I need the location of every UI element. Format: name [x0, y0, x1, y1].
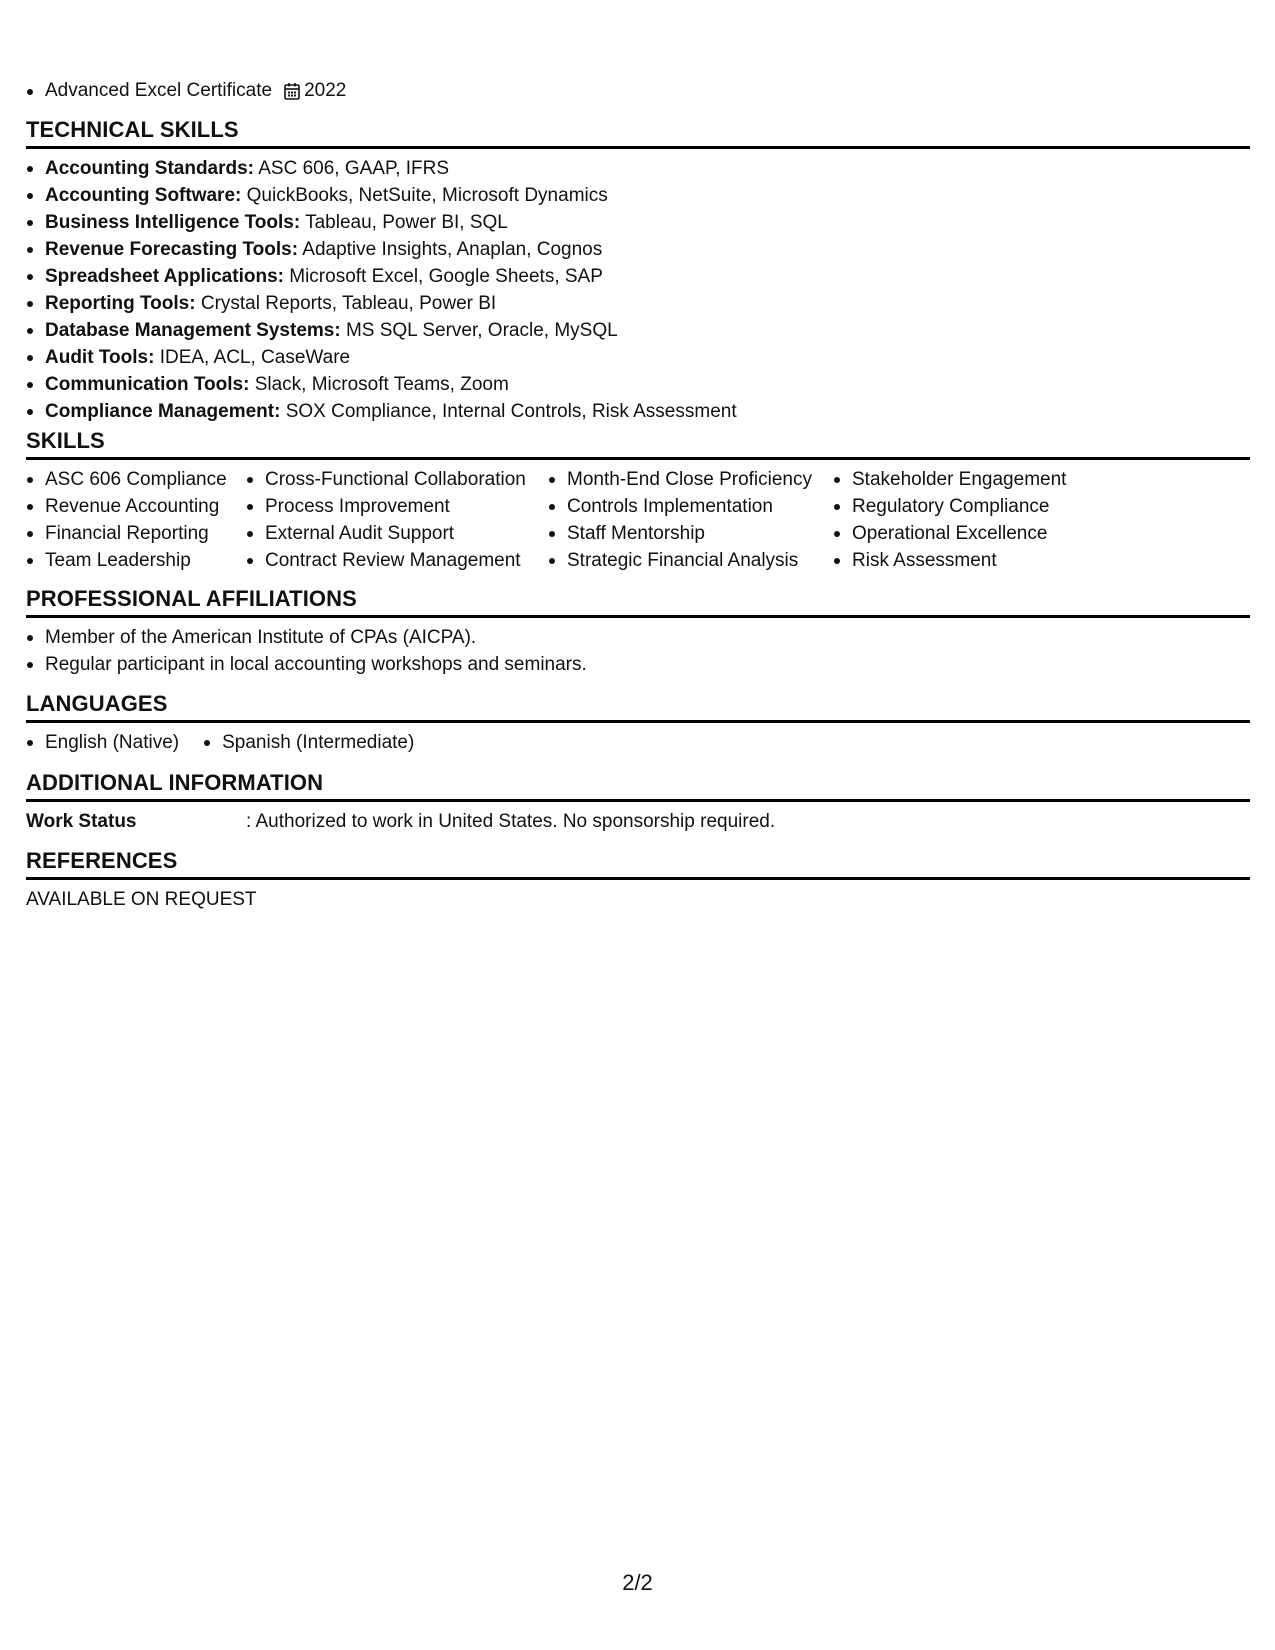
additional-info-section — [26, 769, 1250, 835]
technical-skill-value: Adaptive Insights, Anaplan, Cognos — [302, 239, 603, 260]
technical-skill-label: Revenue Forecasting Tools: — [45, 239, 299, 260]
skill-item: Staff Mentorship — [548, 520, 833, 547]
technical-skill-label: Reporting Tools: — [45, 293, 196, 314]
certificate-item — [26, 78, 346, 104]
technical-skill-item — [26, 236, 1250, 263]
technical-skill-label: Communication Tools: — [45, 374, 250, 395]
skill-item: Cross-Functional Collaboration — [246, 466, 548, 493]
technical-skill-value: QuickBooks, NetSuite, Microsoft Dynamics — [246, 185, 608, 206]
page-number: 2/2 — [622, 1570, 653, 1595]
skill-item: Financial Reporting — [26, 520, 246, 547]
skills-section — [26, 427, 1250, 574]
technical-skill-label: Accounting Software: — [45, 185, 242, 206]
additional-info-heading: ADDITIONAL INFORMATION — [26, 769, 1250, 802]
technical-skill-label: Business Intelligence Tools: — [45, 212, 301, 233]
technical-skill-value: IDEA, ACL, CaseWare — [159, 347, 351, 368]
technical-skill-item — [26, 317, 1250, 344]
work-status-value: : Authorized to work in United States. No sponsorship required. — [246, 811, 776, 832]
technical-skill-label: Audit Tools: — [45, 347, 155, 368]
skill-item: Contract Review Management — [246, 547, 548, 574]
skill-item: Stakeholder Engagement — [833, 466, 1093, 493]
technical-skill-label: Spreadsheet Applications: — [45, 266, 284, 287]
language-item: Spanish (Intermediate) — [203, 729, 414, 756]
affiliations-heading: PROFESSIONAL AFFILIATIONS — [26, 585, 1250, 618]
technical-skill-label: Accounting Standards: — [45, 158, 255, 179]
technical-skill-value: Tableau, Power BI, SQL — [305, 212, 508, 233]
technical-skill-value: MS SQL Server, Oracle, MySQL — [345, 320, 618, 341]
skill-item: External Audit Support — [246, 520, 548, 547]
technical-skill-item — [26, 344, 1250, 371]
technical-skill-value: Crystal Reports, Tableau, Power BI — [200, 293, 497, 314]
skills-column — [548, 466, 833, 574]
affiliations-section — [26, 585, 1250, 678]
technical-skill-item — [26, 398, 1250, 425]
certificate-name: Advanced Excel Certificate — [26, 78, 272, 105]
work-status-row — [26, 808, 1250, 835]
technical-skill-item — [26, 155, 1250, 182]
skill-item: Strategic Financial Analysis — [548, 547, 833, 574]
skills-column — [246, 466, 548, 574]
technical-skills-list — [26, 155, 1250, 425]
skill-item: Month-End Close Proficiency — [548, 466, 833, 493]
certificate-year: 2022 — [304, 79, 347, 101]
skill-item: Regulatory Compliance — [833, 493, 1093, 520]
technical-skill-item — [26, 209, 1250, 236]
languages-section — [26, 690, 1250, 756]
technical-skill-item — [26, 371, 1250, 398]
skill-item: Operational Excellence — [833, 520, 1093, 547]
skills-heading: SKILLS — [26, 427, 1250, 460]
technical-skill-value: ASC 606, GAAP, IFRS — [258, 158, 450, 179]
technical-skills-heading: TECHNICAL SKILLS — [26, 116, 1250, 149]
skill-item: Team Leadership — [26, 547, 246, 574]
affiliations-list — [26, 624, 1250, 678]
skills-grid — [26, 466, 1250, 574]
references-section — [26, 847, 1250, 913]
skill-item: ASC 606 Compliance — [26, 466, 246, 493]
skill-item: Process Improvement — [246, 493, 548, 520]
technical-skill-value: SOX Compliance, Internal Controls, Risk Assessment — [285, 401, 737, 422]
technical-skill-item — [26, 263, 1250, 290]
skills-column — [833, 466, 1093, 574]
languages-heading: LANGUAGES — [26, 690, 1250, 723]
skill-item: Revenue Accounting — [26, 493, 246, 520]
skill-item: Risk Assessment — [833, 547, 1093, 574]
calendar-icon — [284, 82, 300, 100]
technical-skill-item — [26, 290, 1250, 317]
references-text: AVAILABLE ON REQUEST — [26, 889, 257, 910]
languages-list — [26, 729, 1250, 756]
technical-skill-value: Microsoft Excel, Google Sheets, SAP — [289, 266, 603, 287]
technical-skills-section — [26, 116, 1250, 425]
language-item: English (Native) — [26, 729, 179, 756]
technical-skill-item — [26, 182, 1250, 209]
work-status-label: Work Status — [26, 811, 137, 832]
affiliation-item: Member of the American Institute of CPAs (AICPA). — [26, 624, 1250, 651]
skill-item: Controls Implementation — [548, 493, 833, 520]
technical-skill-value: Slack, Microsoft Teams, Zoom — [254, 374, 509, 395]
affiliation-item: Regular participant in local accounting workshops and seminars. — [26, 651, 1250, 678]
technical-skill-label: Database Management Systems: — [45, 320, 341, 341]
references-heading: REFERENCES — [26, 847, 1250, 880]
technical-skill-label: Compliance Management: — [45, 401, 281, 422]
skills-column — [26, 466, 246, 574]
